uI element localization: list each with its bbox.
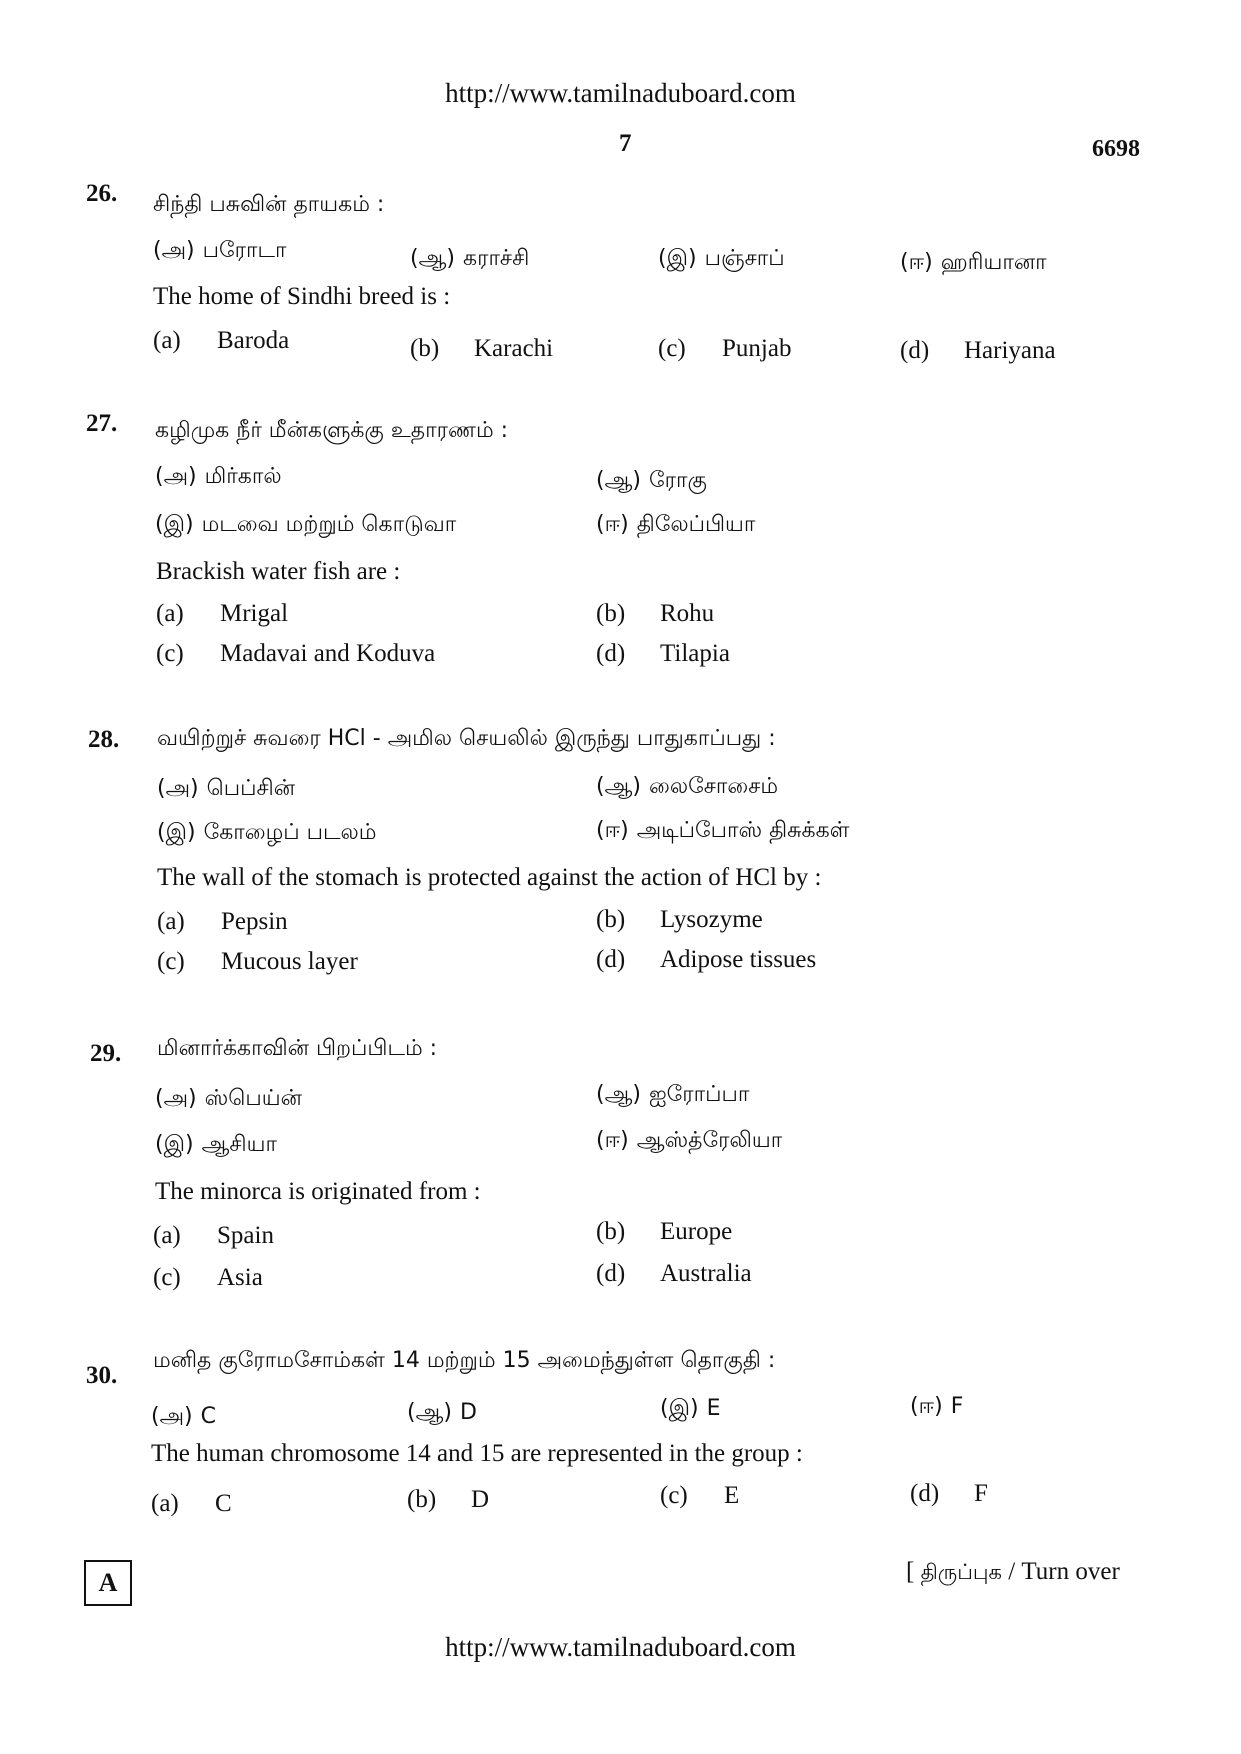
tamil-option-d <box>900 250 1047 278</box>
question-number: 26. <box>86 180 118 207</box>
option-label: (ஆ) <box>407 1400 452 1425</box>
option-text: Spain <box>217 1222 274 1249</box>
option-label: (d) <box>596 640 626 667</box>
version-box: A <box>84 1560 132 1606</box>
tamil-option-b <box>596 774 778 802</box>
option-text: Punjab <box>722 335 792 362</box>
option-label: (b) <box>596 906 626 933</box>
option-text: ஸ்பெய்ன் <box>204 1086 302 1111</box>
header-url: http://www.tamilnaduboard.com <box>445 78 796 108</box>
english-question: The human chromosome 14 and 15 are represented in the group : <box>151 1440 803 1467</box>
option-text: E <box>706 1396 721 1421</box>
option-label: (ஆ) <box>596 468 641 493</box>
english-question: The wall of the stomach is protected against the action of HCl by : <box>157 864 822 891</box>
option-label: (இ) <box>155 512 194 537</box>
option-text: Pepsin <box>221 908 288 935</box>
option-text: C <box>215 1490 232 1517</box>
tamil-question: சிந்தி பசுவின் தாயகம் : <box>153 192 385 217</box>
english-option-c <box>658 335 791 363</box>
option-label: (d) <box>596 1260 626 1287</box>
option-text: Mrigal <box>220 600 289 627</box>
option-label: (b) <box>596 600 626 627</box>
option-label: (ஈ) <box>900 250 933 275</box>
option-text: பரோடா <box>202 238 287 263</box>
option-label: (c) <box>153 1264 181 1291</box>
question-number: 27. <box>86 410 118 437</box>
option-text: Europe <box>660 1218 733 1245</box>
option-text: C <box>200 1404 216 1429</box>
tamil-option-c <box>155 512 456 540</box>
option-label: (c) <box>156 640 184 667</box>
english-option-c <box>157 948 358 976</box>
tamil-option-d <box>596 1128 782 1156</box>
tamil-question: வயிற்றுச் சுவரை HCl - அமில செயலில் இருந்து பாதுகாப்பது : <box>157 726 776 751</box>
english-option-a <box>153 327 289 355</box>
tamil-option-a <box>155 1086 302 1114</box>
english-question: The home of Sindhi breed is : <box>153 283 451 310</box>
english-option-a <box>157 908 288 936</box>
option-label: (d) <box>900 337 930 364</box>
option-label: (இ) <box>660 1396 699 1421</box>
option-label: (a) <box>153 327 181 354</box>
option-label: (c) <box>660 1482 688 1509</box>
option-label: (ஈ) <box>596 818 629 843</box>
option-text: மடவை மற்றும் கொடுவா <box>201 512 457 537</box>
page-number: 7 <box>619 130 632 157</box>
english-option-c <box>156 640 435 668</box>
option-text: Baroda <box>217 327 290 354</box>
english-option-d <box>910 1480 988 1508</box>
option-text: அடிப்போஸ் திசுக்கள் <box>636 818 850 843</box>
option-label: (அ) <box>157 776 199 801</box>
option-text: ஆசியா <box>201 1132 277 1157</box>
option-text: Asia <box>217 1264 263 1291</box>
option-label: (b) <box>596 1218 626 1245</box>
option-text: ஹரியானா <box>940 250 1047 275</box>
tamil-option-a <box>157 776 295 804</box>
english-option-d <box>596 1260 752 1288</box>
option-text: F <box>974 1480 988 1507</box>
footer-url: http://www.tamilnaduboard.com <box>445 1632 796 1662</box>
option-text: Australia <box>660 1260 752 1287</box>
option-label: (b) <box>407 1486 437 1513</box>
option-label: (a) <box>157 908 185 935</box>
tamil-question: மினார்க்காவின் பிறப்பிடம் : <box>157 1036 438 1061</box>
option-label: (அ) <box>155 464 197 489</box>
tamil-option-b <box>596 1082 749 1110</box>
english-question: Brackish water fish are : <box>156 558 401 585</box>
turn-over-tamil: திருப்புக <box>920 1560 1002 1584</box>
tamil-option-d <box>596 818 850 846</box>
tamil-option-c <box>660 1396 720 1424</box>
option-text: Madavai and Koduva <box>220 640 436 667</box>
turn-over <box>906 1558 1120 1587</box>
english-option-b <box>596 906 763 934</box>
option-text: Mucous layer <box>221 948 358 975</box>
option-text: Hariyana <box>964 337 1056 364</box>
english-option-b <box>410 335 553 363</box>
option-label: (இ) <box>157 820 196 845</box>
option-text: ஐரோப்பா <box>649 1082 750 1107</box>
tamil-question: மனித குரோமசோம்கள் 14 மற்றும் 15 அமைந்துள்ள தொகுதி : <box>153 1348 776 1373</box>
tamil-option-b <box>410 246 529 274</box>
option-text: மிர்கால் <box>204 464 282 489</box>
english-option-c <box>660 1482 739 1510</box>
tamil-option-d <box>910 1394 963 1422</box>
english-option-b <box>596 600 714 628</box>
option-label: (d) <box>910 1480 940 1507</box>
option-text: திலேப்பியா <box>636 512 756 537</box>
option-text: ஆஸ்த்ரேலியா <box>636 1128 783 1153</box>
option-label: (அ) <box>153 238 195 263</box>
tamil-option-b <box>407 1400 477 1428</box>
option-label: (ஈ) <box>910 1394 943 1419</box>
question-number: 30. <box>86 1362 118 1389</box>
option-text: கோழைப் படலம் <box>203 820 377 845</box>
option-label: (d) <box>596 946 626 973</box>
option-text: Rohu <box>660 600 715 627</box>
option-label: (c) <box>658 335 686 362</box>
option-label: (ஆ) <box>596 1082 641 1107</box>
option-label: (ஈ) <box>596 512 629 537</box>
option-text: கராச்சி <box>463 246 530 271</box>
tamil-question: கழிமுக நீர் மீன்களுக்கு உதாரணம் : <box>155 418 509 443</box>
tamil-option-c <box>155 1132 277 1160</box>
english-option-b <box>407 1486 489 1514</box>
english-question: The minorca is originated from : <box>155 1178 481 1205</box>
tamil-option-a <box>155 464 282 492</box>
option-text: E <box>724 1482 740 1509</box>
option-label: (இ) <box>658 246 697 271</box>
option-label: (a) <box>153 1222 181 1249</box>
option-label: (a) <box>151 1490 179 1517</box>
english-option-d <box>900 337 1056 365</box>
english-option-c <box>153 1264 263 1292</box>
option-label: (b) <box>410 335 440 362</box>
option-label: (ஈ) <box>596 1128 629 1153</box>
option-label: (அ) <box>151 1404 193 1429</box>
tamil-option-d <box>596 512 755 540</box>
english-option-d <box>596 640 730 668</box>
option-text: Adipose tissues <box>660 946 817 973</box>
question-number: 28. <box>88 726 120 753</box>
option-text: பெப்சின் <box>206 776 296 801</box>
option-text: ரோகு <box>649 468 707 493</box>
option-label: (ஆ) <box>596 774 641 799</box>
option-text: Karachi <box>474 335 554 362</box>
question-number: 29. <box>90 1040 122 1067</box>
turn-over-bracket: [ <box>906 1558 915 1585</box>
tamil-option-b <box>596 468 707 496</box>
turn-over-separator: / <box>1008 1558 1016 1585</box>
option-text: D <box>471 1486 490 1513</box>
option-label: (அ) <box>155 1086 197 1111</box>
english-option-a <box>156 600 288 628</box>
option-label: (c) <box>157 948 185 975</box>
option-text: F <box>950 1394 964 1419</box>
english-option-a <box>153 1222 274 1250</box>
option-text: Lysozyme <box>660 906 763 933</box>
english-option-a <box>151 1490 232 1518</box>
english-option-d <box>596 946 816 974</box>
paper-code: 6698 <box>1092 136 1140 162</box>
option-text: Tilapia <box>660 640 730 667</box>
tamil-option-a <box>151 1404 216 1432</box>
tamil-option-c <box>157 820 377 848</box>
option-label: (இ) <box>155 1132 194 1157</box>
option-text: D <box>460 1400 477 1425</box>
option-text: லைசோசைம் <box>649 774 779 799</box>
option-text: பஞ்சாப் <box>704 246 785 271</box>
tamil-option-a <box>153 238 286 266</box>
english-option-b <box>596 1218 732 1246</box>
turn-over-english: Turn over <box>1021 1558 1120 1585</box>
option-label: (ஆ) <box>410 246 455 271</box>
tamil-option-c <box>658 246 785 274</box>
option-label: (a) <box>156 600 184 627</box>
